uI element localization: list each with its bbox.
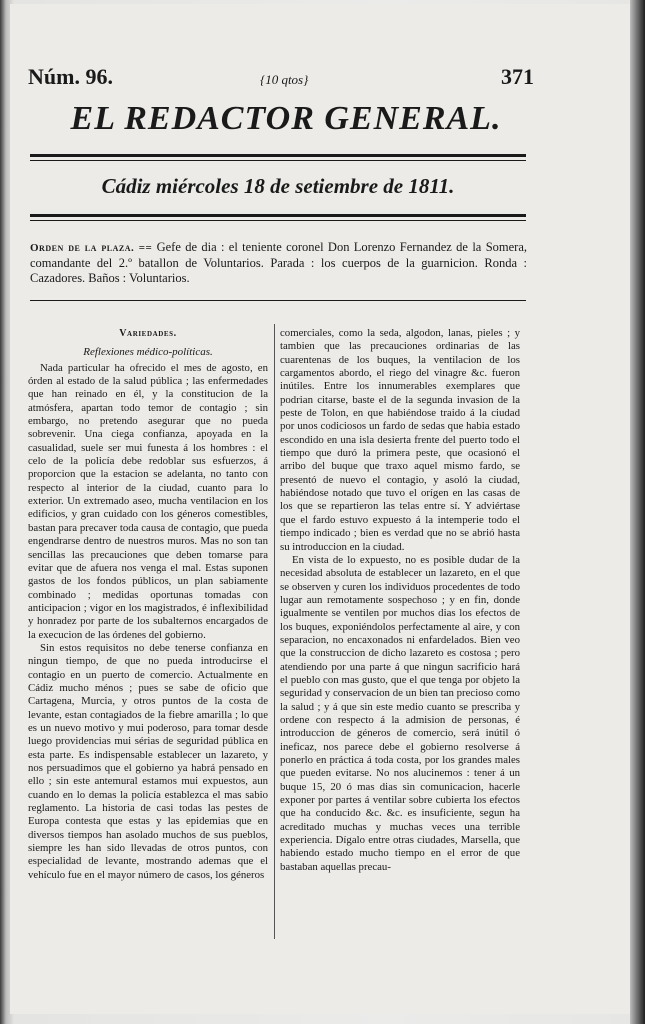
paragraph: comerciales, como la seda, algodon, lanas, pieles ; y tambien que las precauciones ordinarias de las cuarentenas de los buques, la ventilacion de los cargamentos abordo, el riego del vinagre &c. fueron inútiles. Entre los innumerables exemplares que podrian citarse, baste el de la segunda invasion de la peste de Tolon, en que habiéndose traido á la ciudad por unos codiciosos un fardo de sedas que habia estado escondido en una isla desierta frente del puerto todo el tiempo que duró la primera peste, que ocasionó el arribo del buque que traxo aquel mismo fardo, se presentó de nuevo el contagio, y asoló la ciudad, habiéndose notado que tuvo el orígen en las casas de los que se repartieron las telas entre sí. Y adviértase que el fardo estuvo expuesto á la intemperie todo el tiempo indicado ; bien es verdad que no se abrió hasta su introduccion en la ciudad. — [280, 327, 520, 553]
newspaper-title: EL REDACTOR GENERAL. — [70, 100, 502, 137]
section-heading: Variedades. — [119, 328, 177, 339]
article-column-right — [280, 327, 520, 874]
masthead-top-row — [28, 62, 534, 92]
paragraph: Sin estos requisitos no debe tenerse confianza en ningun tiempo, de que no pueda introducirse el contagio en un puerto de comercio. Actualmente en Cádiz mucho ménos ; pues se sabe de oficio que Cartagena, Murcia, y otros puntos de la costa de levante, estan contagiados de la fiebre amarilla ; lo que es un nuevo motivo y mui poderoso, para tomar desde luego providencias mui sérias de seguridad pública en esta parte. Es indispensable establecer un lazareto, y nos persuadimos que el gobierno ya habrá pensado en ello ; sin este antemural estamos mui expuestos, aun cuando en lo demas la policía establezca el mas sabio reglamento. La historia de casi todas las pestes de Europa contesta que estas y las epidemias que en diversos tiempos han asolado muchos de sus pueblos, siempre les han sido llevadas de otros puntos, con especialidad de levante, mostrando ademas que el vehículo fue en el mayor número de casos, los géneros — [28, 641, 268, 881]
article-subtitle: Reflexiones médico-políticas. — [83, 346, 213, 359]
newspaper-page — [10, 4, 630, 1014]
book-edge-shadow — [630, 0, 645, 1024]
orden-de-la-plaza — [30, 240, 527, 286]
paragraph: En vista de lo expuesto, no es posible dudar de la necesidad absoluta de establecer un lazareto, en el que se observen y curen los individuos procedentes de todo lugar aun remotamente sospechoso ; y en fin, donde igualmente se ventilen por muchos dias los efectos de los buques, exponiéndolos perfectamente al aire, y con separacion, no encaxonados ni enfardelados. Bien veo que la construccion de dicho lazareto es costosa ; pero atendiendo por una parte á que ningun sacrificio hará el pueblo con mas gusto, que el que tenga por objeto la seguridad y conservacion de un bien tan precioso como la salud ; y á que sin este medio cuanto se prescriba y ordene con respecto á la admision de personas, é introduccion de géneros de comercio, será inútil ó ineficaz, nos parece debe el gobierno resolverse á ponerlo en práctica á toda costa, por los grandes males que pueden evitarse. No nos alucinemos : tener á un buque 15, 20 ó mas dias sin comunicacion, hacerle exponer por partes á ventilar sobre cubierta los efectos que ha conducido &c. &c. es insuficiente, segun ha acreditado muchas y muchas veces una terrible experiencia. Dígalo entre otras ciudades, Marsella, que habiendo estado mucho tiempo en el error de que bastaban aquellas precau- — [280, 553, 520, 873]
page-content — [28, 62, 534, 881]
article-column-left — [28, 327, 268, 882]
issue-price: {10 qtos} — [260, 72, 309, 87]
orden-label: Orden de la plaza. == — [30, 242, 153, 254]
date-rule-thick — [30, 214, 526, 217]
date-rule-thin — [30, 220, 526, 221]
orden-text: Gefe de dia : el teniente coronel Don Lorenzo Fernandez de la Somera, comandante del 2.º batallon de Voluntarios. Parada : los cuerpos de la guarnicion. Ronda : Cazadores. Baños : Voluntarios. — [30, 240, 528, 285]
title-rule-thin — [30, 160, 526, 161]
page-number: 371 — [501, 64, 534, 89]
dateline: Cádiz miércoles 18 de setiembre de 1811. — [101, 174, 455, 198]
issue-number: Núm. 96. — [28, 64, 113, 89]
orden-rule — [30, 300, 526, 301]
paragraph: Nada particular ha ofrecido el mes de agosto, en órden al estado de la salud pública ; las enfermedades que han reinado en él, y la constitucion de la atmósfera, apartan todo temor de contagio ; sin embargo, no pretendo asegurar que no pueda sobrevenir. Una ciega confianza, apoyada en la casualidad, suele ser mui funesta á los hombres : el celo de la policía debe redoblar sus esfuerzos, á proporcion que la estacion se adelanta, no tanto con respecto al interior de la ciudad, cuanto para lo exterior. Un extremado aseo, mucha ventilacion en los edificios, y gran cuidado con los géneros comestibles, bastan para precaver toda causa de contagio, que pueda engendrarse dentro de nuestros muros. Mas no son tan sencillas las precauciones que deben tomarse para evitar que de afuera nos venga el mal. Estas suponen gastos de los fondos públicos, un plan sabiamente combinado ; medidas oportunas tomadas con anticipacion ; vigor en los magistrados, é inflexibilidad y honradez por parte de los subalternos encargados de la execucion de las órdenes del gobierno. — [28, 361, 268, 641]
column-divider — [274, 324, 275, 939]
title-rule-thick — [30, 154, 526, 157]
